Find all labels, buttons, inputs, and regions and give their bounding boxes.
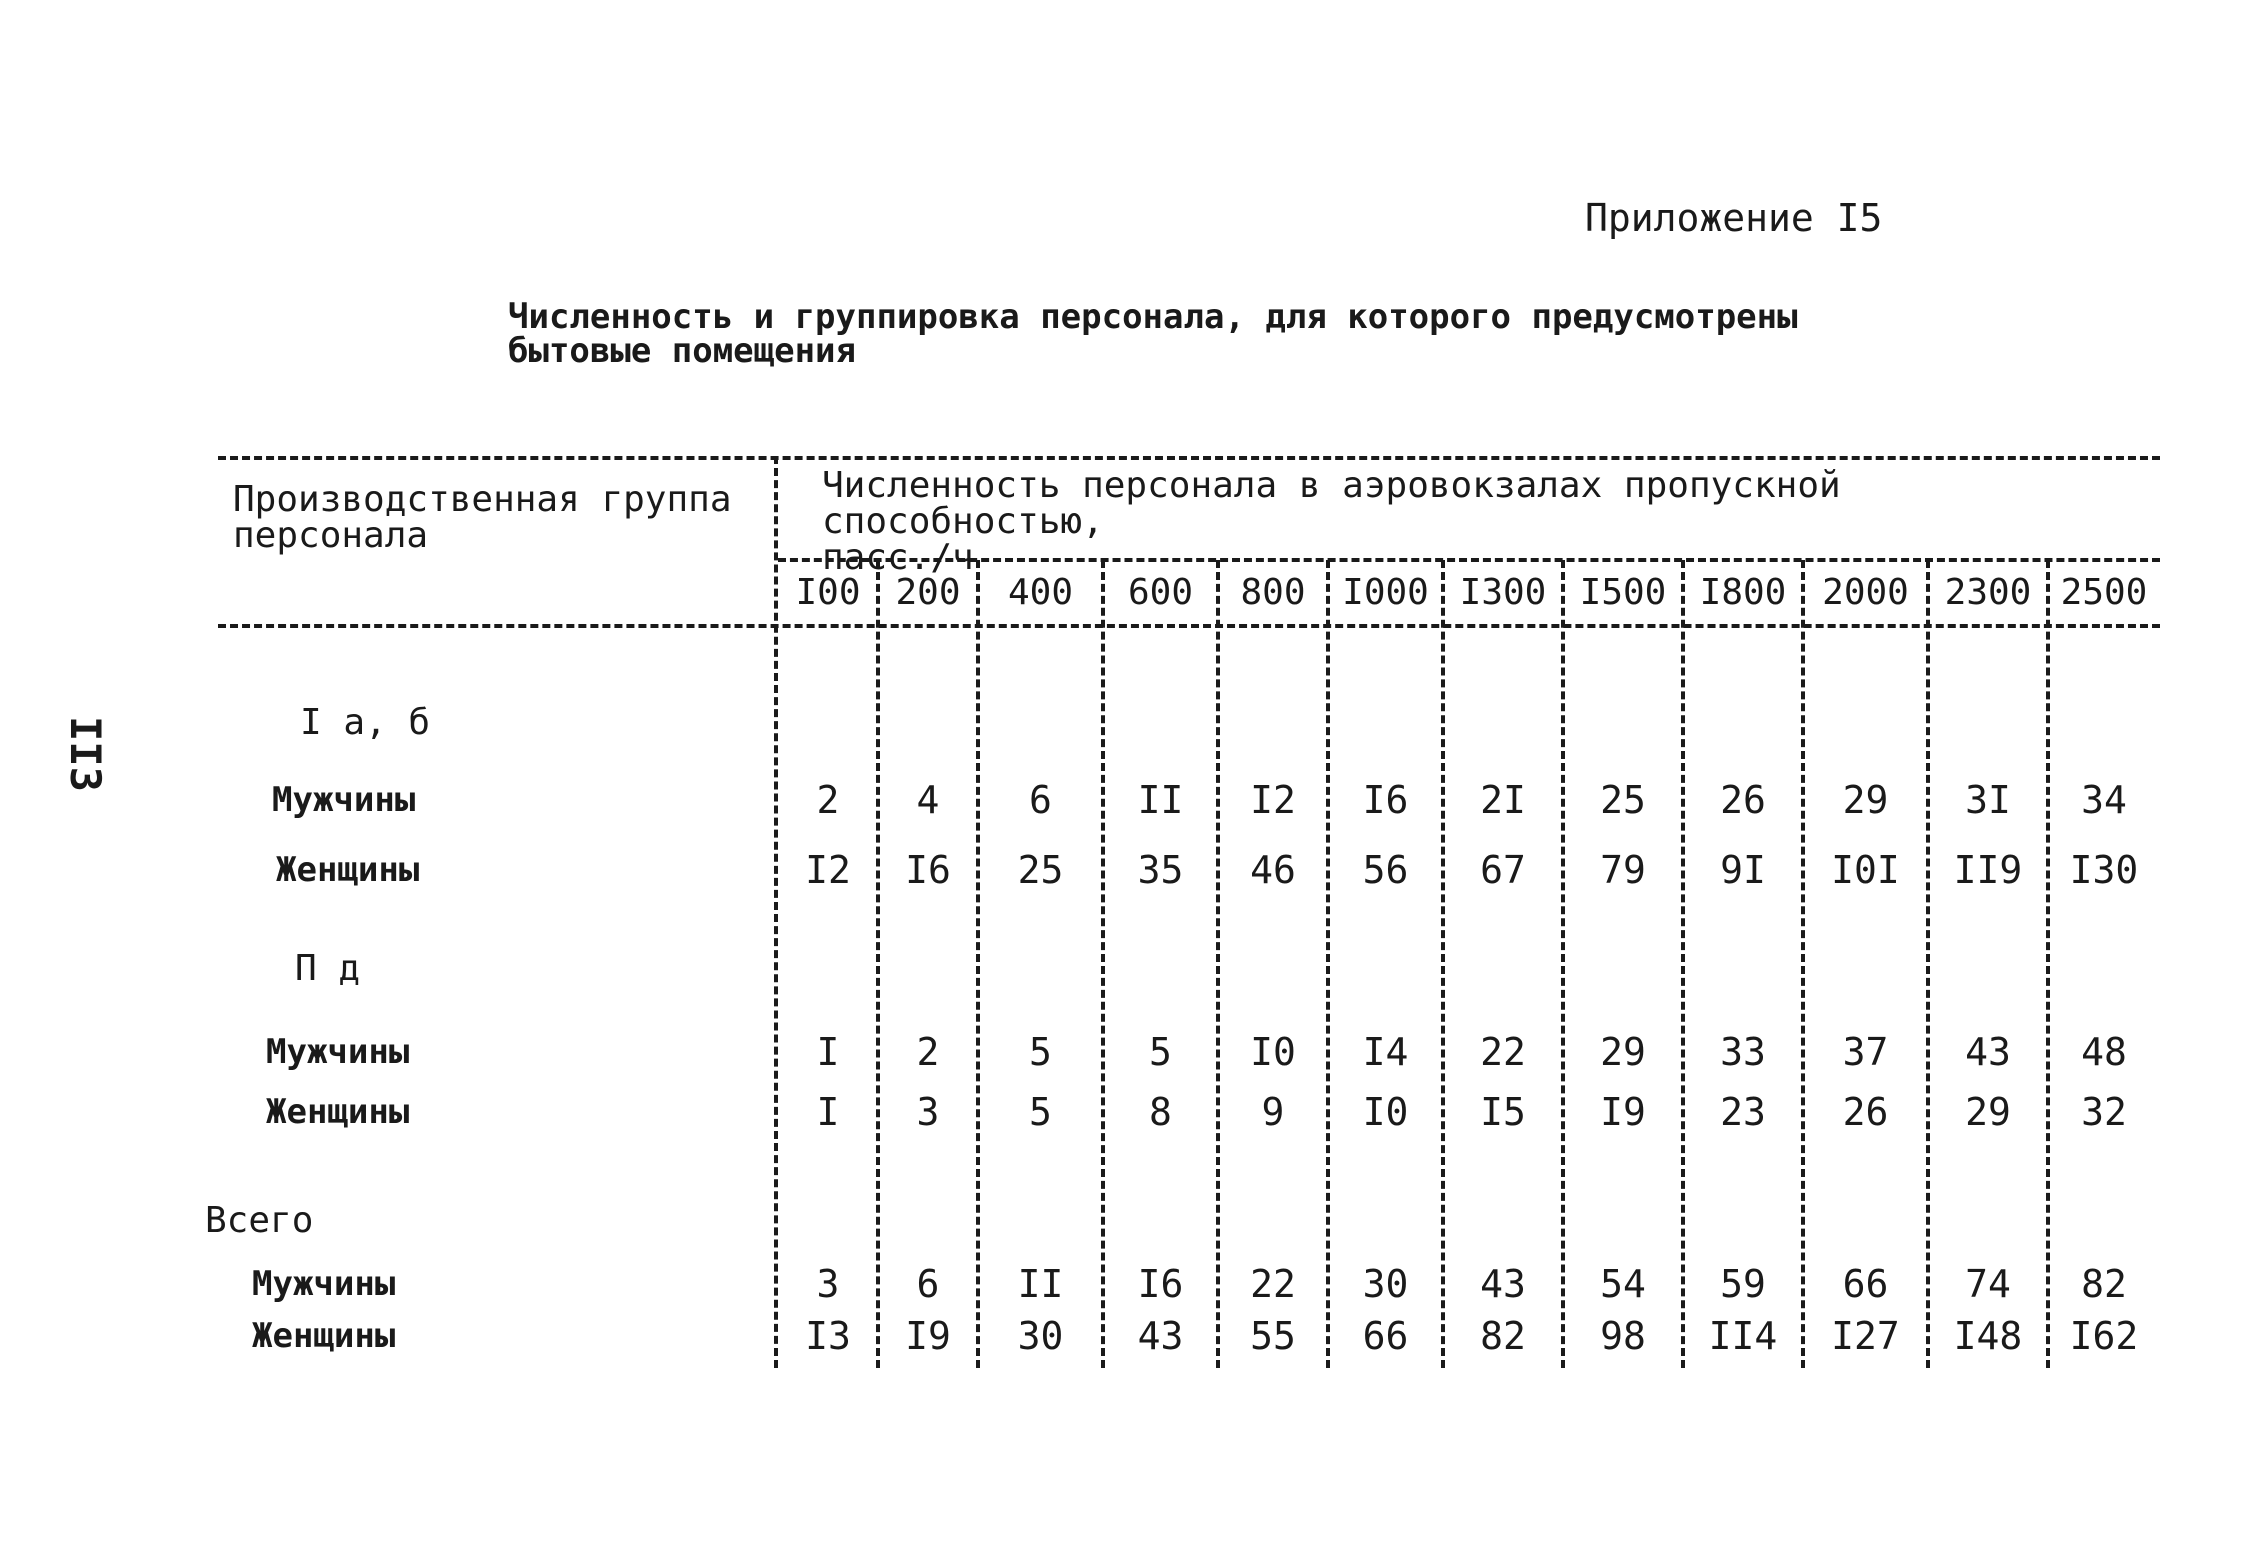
table-cell: 33	[1720, 1030, 1766, 1074]
table-cell: 4	[916, 778, 940, 822]
table-cell: II	[1137, 778, 1184, 822]
table-cell: 3	[816, 1262, 840, 1306]
column-header: 400	[1007, 572, 1074, 613]
column-divider	[876, 560, 880, 1368]
capacity-header-line-2: пасс./ч	[822, 537, 974, 578]
group-column-header	[233, 479, 732, 556]
group-column-header-line-2: персонала	[233, 515, 429, 556]
column-divider	[1681, 560, 1685, 1368]
table-cell: II4	[1708, 1314, 1778, 1358]
row-label: Женщины	[276, 850, 420, 890]
table-cell: I2	[805, 848, 851, 892]
table-top-rule	[218, 456, 2160, 460]
table-cell: 2I	[1480, 778, 1526, 822]
table-cell: 43	[1965, 1030, 2011, 1074]
column-divider	[1926, 560, 1930, 1368]
table-cell: I	[816, 1090, 840, 1134]
table-cell: 25	[1600, 778, 1646, 822]
table-cell: 22	[1250, 1262, 1296, 1306]
group-label: Всего	[205, 1200, 314, 1241]
table-cell: 30	[1017, 1314, 1064, 1358]
table-cell: 32	[2081, 1090, 2127, 1134]
table-cell: I0I	[1831, 848, 1900, 892]
table-cell: 30	[1362, 1262, 1409, 1306]
table-cell: I9	[905, 1314, 951, 1358]
title-line-1: Численность и группировка персонала, для которого предусмотрены	[508, 297, 1798, 337]
column-header: 2500	[2060, 572, 2148, 613]
table-cell: 9I	[1720, 848, 1766, 892]
table-cell: I9	[1600, 1090, 1646, 1134]
column-divider	[1101, 560, 1105, 1368]
column-header: I300	[1459, 572, 1547, 613]
column-divider	[1216, 560, 1220, 1368]
table-cell: 25	[1017, 848, 1064, 892]
column-header: 2300	[1944, 572, 2032, 613]
table-cell: 26	[1842, 1090, 1889, 1134]
table-cell: I30	[2069, 848, 2139, 892]
row-label: Женщины	[252, 1316, 396, 1356]
column-header: 200	[895, 572, 961, 613]
table-cell: 35	[1137, 848, 1184, 892]
group-column-header-line-1: Производственная группа	[233, 479, 732, 520]
table-cell: 56	[1362, 848, 1409, 892]
group-label: I а, б	[300, 702, 431, 743]
column-header: 2000	[1822, 572, 1909, 613]
column-divider	[1326, 560, 1330, 1368]
table-cell: II	[1017, 1262, 1064, 1306]
column-header: I00	[795, 572, 861, 613]
table-cell: 5	[1149, 1030, 1172, 1074]
table-cell: 67	[1480, 848, 1526, 892]
group-label: П д	[295, 948, 361, 989]
table-cell: 37	[1842, 1030, 1889, 1074]
column-divider	[976, 560, 980, 1368]
table-cell: 82	[2081, 1262, 2127, 1306]
table-cell: I0	[1362, 1090, 1409, 1134]
table-cell: I6	[905, 848, 951, 892]
table-cell: 3I	[1965, 778, 2011, 822]
row-label: Женщины	[266, 1092, 410, 1132]
table-cell: I0	[1250, 1030, 1296, 1074]
table-cell: 29	[1842, 778, 1889, 822]
table-cell: 6	[916, 1262, 940, 1306]
table-cell: I6	[1137, 1262, 1184, 1306]
table-cell: I48	[1953, 1314, 2023, 1358]
table-cell: 29	[1965, 1090, 2011, 1134]
table-cell: 8	[1149, 1090, 1172, 1134]
column-divider	[1441, 560, 1445, 1368]
table-cell: 34	[2081, 778, 2127, 822]
table-cell: 66	[1362, 1314, 1409, 1358]
column-divider	[1801, 560, 1805, 1368]
column-divider	[2046, 560, 2050, 1368]
table-cell: I62	[2069, 1314, 2139, 1358]
table-cell: 74	[1965, 1262, 2011, 1306]
table-cell: II9	[1953, 848, 2023, 892]
row-label: Мужчины	[252, 1264, 396, 1304]
table-cell: 43	[1137, 1314, 1184, 1358]
appendix-label: Приложение I5	[1585, 196, 1883, 240]
table-cell: 59	[1720, 1262, 1766, 1306]
document-title	[508, 297, 1798, 371]
table-cell: 5	[1029, 1090, 1052, 1134]
table-cell: I6	[1362, 778, 1409, 822]
table-cell: 3	[916, 1090, 940, 1134]
title-line-2: бытовые помещения	[508, 331, 856, 371]
column-header: 800	[1240, 572, 1306, 613]
table-cell: 22	[1480, 1030, 1526, 1074]
header-bottom-rule	[218, 624, 2160, 628]
table-cell: 79	[1600, 848, 1646, 892]
column-header: I000	[1342, 572, 1429, 613]
table-cell: 46	[1250, 848, 1296, 892]
table-cell: I2	[1250, 778, 1296, 822]
table-cell: 98	[1600, 1314, 1646, 1358]
table-cell: 2	[816, 778, 840, 822]
table-cell: I3	[805, 1314, 851, 1358]
table-cell: I5	[1480, 1090, 1526, 1134]
table-cell: I	[816, 1030, 840, 1074]
table-cell: 29	[1600, 1030, 1646, 1074]
column-divider	[1561, 560, 1565, 1368]
table-cell: I4	[1362, 1030, 1409, 1074]
table-cell: 82	[1480, 1314, 1526, 1358]
table-cell: I27	[1831, 1314, 1900, 1358]
table-cell: 43	[1480, 1262, 1526, 1306]
column-header: 600	[1127, 572, 1194, 613]
table-cell: 9	[1261, 1090, 1285, 1134]
table-cell: 26	[1720, 778, 1766, 822]
row-label: Мужчины	[272, 780, 416, 820]
table-cell: 55	[1250, 1314, 1296, 1358]
page-number: II3	[61, 716, 110, 792]
table-cell: 23	[1720, 1090, 1766, 1134]
column-header: I500	[1579, 572, 1667, 613]
table-cell: 2	[916, 1030, 940, 1074]
table-cell: 54	[1600, 1262, 1646, 1306]
table-cell: 6	[1029, 778, 1052, 822]
column-header: I800	[1699, 572, 1787, 613]
table-cell: 5	[1029, 1030, 1052, 1074]
table-cell: 48	[2081, 1030, 2127, 1074]
table-cell: 66	[1842, 1262, 1889, 1306]
capacity-header-line-1: Численность персонала в аэровокзалах пропускной способностью,	[822, 465, 1841, 542]
row-label: Мужчины	[266, 1032, 410, 1072]
